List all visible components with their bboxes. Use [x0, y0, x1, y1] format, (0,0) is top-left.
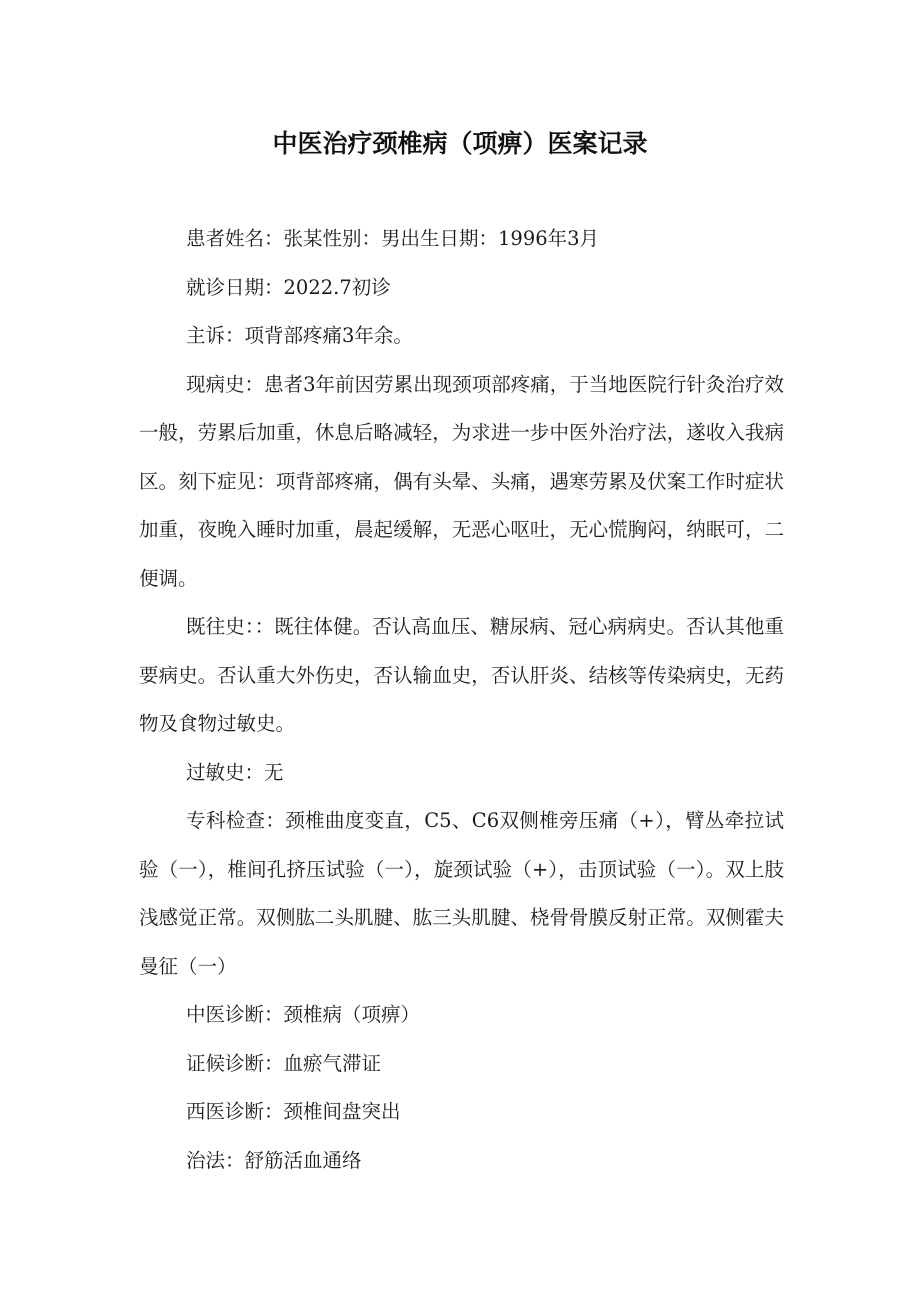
chief-complaint: 主诉：项背部疼痛3年余。 — [186, 324, 413, 347]
western-diagnosis: 西医诊断：颈椎间盘突出 — [186, 1100, 401, 1123]
past-medical-history: 既往史：：既往体健。否认高血压、糖尿病、冠心病病史。否认其他重要病史。否认重大外伤史，否认输血史，否认肝炎、结核等传染病史，无药物及食物过敏史。 — [139, 615, 784, 735]
tcm-diagnosis: 中医诊断：颈椎病（项痹） — [186, 1003, 421, 1026]
visit-date-line: 就诊日期：2022.7初诊 — [186, 275, 391, 299]
present-illness-history: 现病史：患者3年前因劳累出现颈项部疼痛，于当地医院行针灸治疗效一般，劳累后加重，休息后略减轻，为求进一步中医外治疗法，遂收入我病区。刻下症见：项背部疼痛，偶有头晕、头痛，遇寒劳累及伏案工作时症状加重，夜晚入睡时加重，晨起缓解，无恶心呕吐，无心慌胸闷，纳眠可，二便调。 — [139, 372, 784, 590]
treatment-method: 治法：舒筋活血通络 — [186, 1148, 362, 1172]
allergy-history: 过敏史：无 — [186, 760, 284, 784]
specialist-examination: 专科检查：颈椎曲度变直，C5、C6双侧椎旁压痛（+），臂丛牵拉试验（一），椎间孔挤压试验（一），旋颈试验（+），击顶试验（一）。双上肢浅感觉正常。双侧肱二头肌腱、肱三头肌腱、桡骨骨膜反射正常。双侧霍夫曼征（一） — [139, 809, 784, 978]
document-title: 中医治疗颈椎病（项痹）医案记录 — [272, 129, 648, 158]
document-body — [139, 215, 784, 1185]
syndrome-diagnosis: 证候诊断：血瘀气滞证 — [186, 1051, 382, 1075]
patient-info-line: 患者姓名：张某性别：男出生日期：1996年3月 — [186, 227, 600, 250]
